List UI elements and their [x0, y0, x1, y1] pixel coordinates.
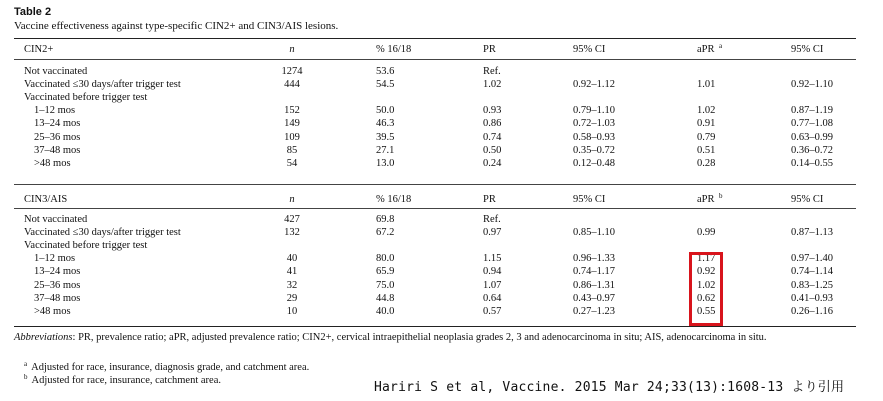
row-label: Vaccinated ≤30 days/after trigger test: [24, 227, 181, 239]
footnote-text: Adjusted for race, insurance, catchment area.: [31, 375, 221, 386]
header-ci: 95% CI: [573, 194, 606, 205]
row-label: >48 mos: [34, 305, 71, 317]
row-pr: 0.86: [483, 118, 502, 130]
abbreviations-note: [14, 331, 864, 344]
table-caption: Vaccine effectiveness against type-specific CIN2+ and CIN3/AIS lesions.: [14, 20, 339, 32]
row-pr: 1.02: [483, 79, 502, 91]
row-label: Vaccinated before trigger test: [24, 92, 148, 104]
row-pct: 13.0: [376, 157, 395, 169]
citation-text: Hariri S et al, Vaccine. 2015 Mar 24;33(13):1608-13 より引用: [374, 380, 845, 395]
row-n: 1274: [281, 66, 303, 77]
header-apr: aPR: [697, 194, 715, 205]
row-n: 109: [284, 131, 300, 143]
row-pct: 69.8: [376, 214, 395, 225]
row-pct: 50.0: [376, 105, 395, 117]
row-ci: 0.96–1.33: [573, 253, 615, 265]
row-apr: 0.91: [697, 118, 716, 130]
row-label: 13–24 mos: [34, 266, 81, 278]
row-ci: 0.85–1.10: [573, 227, 615, 239]
row-ci2: 0.92–1.10: [791, 79, 833, 91]
row-ci: 0.43–0.97: [573, 292, 615, 304]
row-pct: 27.1: [376, 144, 395, 156]
row-pct: 53.6: [376, 66, 395, 77]
row-pr: Ref.: [483, 66, 501, 77]
row-ci: 0.35–0.72: [573, 144, 615, 156]
row-pr: 0.50: [483, 144, 502, 156]
header-apr: aPR: [697, 44, 715, 55]
row-apr: 0.28: [697, 157, 716, 169]
table-row: [0, 78, 883, 91]
header-ci2: 95% CI: [791, 194, 824, 205]
row-pct: 75.0: [376, 279, 395, 291]
row-pr: 1.15: [483, 253, 502, 265]
abbreviations-lead: Abbreviations: [14, 332, 73, 343]
row-label: 37–48 mos: [34, 144, 81, 156]
header-ci: 95% CI: [573, 44, 606, 55]
row-n: 10: [286, 305, 298, 317]
row-pr: Ref.: [483, 214, 501, 225]
row-ci2: 0.74–1.14: [791, 266, 833, 278]
table-row: [0, 131, 883, 144]
header-pct: % 16/18: [376, 44, 412, 55]
table-row: [0, 252, 883, 265]
abbreviations-text: : PR, prevalence ratio; aPR, adjusted prevalence ratio; CIN2+, cervical intraepithelial neoplasia grades 2, 3 and adenocarcinoma in situ; AIS, adenocarcinoma in situ.: [72, 332, 767, 343]
row-pct: 40.0: [376, 305, 395, 317]
row-n: 444: [284, 79, 300, 91]
row-ci: 0.79–1.10: [573, 105, 615, 117]
row-ci2: 0.77–1.08: [791, 118, 833, 130]
row-ci2: 0.36–0.72: [791, 144, 833, 156]
row-ci: 0.72–1.03: [573, 118, 615, 130]
row-apr: 0.62: [697, 292, 716, 304]
row-apr: 0.51: [697, 144, 716, 156]
table-row: [0, 265, 883, 278]
footnote-text: Adjusted for race, insurance, diagnosis grade, and catchment area.: [31, 362, 310, 373]
row-n: 85: [286, 144, 298, 156]
row-ci: 0.92–1.12: [573, 79, 615, 91]
row-apr: 1.01: [697, 79, 716, 91]
section1-header-rule: [14, 59, 856, 60]
row-label: Not vaccinated: [24, 66, 88, 77]
row-ci2: 0.87–1.19: [791, 105, 833, 117]
row-apr: 0.55: [697, 305, 716, 317]
row-ci: 0.58–0.93: [573, 131, 615, 143]
row-apr: 1.02: [697, 105, 716, 117]
row-pr: 0.74: [483, 131, 502, 143]
footnote-b: [14, 374, 221, 387]
row-apr: 0.92: [697, 266, 716, 278]
row-n: 40: [286, 253, 298, 265]
header-ci2: 95% CI: [791, 44, 824, 55]
table-row: [0, 292, 883, 305]
row-label: 1–12 mos: [34, 253, 76, 265]
row-pr: 0.57: [483, 305, 502, 317]
apr-highlight-box: [689, 252, 723, 326]
table-row: [0, 65, 883, 78]
table-row: [0, 157, 883, 170]
table-title: Table 2: [14, 6, 52, 18]
bottom-rule: [14, 326, 856, 327]
row-label: Vaccinated ≤30 days/after trigger test: [24, 79, 181, 91]
row-label: Vaccinated before trigger test: [24, 240, 148, 252]
row-label: 25–36 mos: [34, 131, 81, 143]
table-row: [0, 104, 883, 117]
row-ci: 0.86–1.31: [573, 279, 615, 291]
header-pr: PR: [483, 194, 496, 205]
row-pr: 0.97: [483, 227, 502, 239]
row-pct: 65.9: [376, 266, 395, 278]
row-label: 25–36 mos: [34, 279, 81, 291]
table-row: [0, 226, 883, 239]
row-ci: 0.12–0.48: [573, 157, 615, 169]
row-label: 13–24 mos: [34, 118, 81, 130]
row-n: 41: [286, 266, 298, 278]
row-ci2: 0.63–0.99: [791, 131, 833, 143]
table-row: [0, 117, 883, 130]
row-ci2: 0.14–0.55: [791, 157, 833, 169]
table-row: [0, 239, 883, 252]
section2-header-rule: [14, 208, 856, 209]
row-n: 54: [286, 157, 298, 169]
row-pct: 80.0: [376, 253, 395, 265]
row-n: 32: [286, 279, 298, 291]
row-pct: 44.8: [376, 292, 395, 304]
row-ci2: 0.26–1.16: [791, 305, 833, 317]
section1-header-row: CIN2+ n % 16/18 PR 95% CI aPR a 95% CI: [24, 42, 824, 55]
row-label: 1–12 mos: [34, 105, 76, 117]
row-apr: 0.99: [697, 227, 716, 239]
table-row: [0, 91, 883, 104]
row-label: 37–48 mos: [34, 292, 81, 304]
row-pr: 0.93: [483, 105, 502, 117]
row-apr: 1.02: [697, 279, 716, 291]
header-pr: PR: [483, 44, 496, 55]
header-label: CIN3/AIS: [24, 194, 68, 205]
row-ci2: 0.41–0.93: [791, 292, 833, 304]
footnote-mark: a: [24, 359, 28, 368]
row-ci: 0.27–1.23: [573, 305, 615, 317]
footnote-a: [14, 361, 309, 374]
header-label: CIN2+: [24, 44, 54, 55]
row-pct: 39.5: [376, 131, 395, 143]
row-pr: 0.64: [483, 292, 502, 304]
section-divider-rule: [14, 184, 856, 185]
footnote-mark: b: [24, 372, 28, 381]
row-pct: 54.5: [376, 79, 395, 91]
section2-header-row: CIN3/AIS n % 16/18 PR 95% CI aPR b 95% CI: [24, 192, 824, 205]
row-pct: 67.2: [376, 227, 395, 239]
row-n: 132: [284, 227, 300, 239]
row-n: 29: [286, 292, 298, 304]
row-apr: 1.17: [697, 253, 716, 265]
row-label: >48 mos: [34, 157, 71, 169]
row-n: 427: [284, 214, 300, 225]
table-row: [0, 279, 883, 292]
row-ci2: 0.97–1.40: [791, 253, 833, 265]
header-n: n: [289, 44, 295, 55]
row-pr: 0.24: [483, 157, 502, 169]
table-row: [0, 305, 883, 318]
row-apr: 0.79: [697, 131, 716, 143]
table-row: [0, 144, 883, 157]
row-pr: 1.07: [483, 279, 502, 291]
header-n: n: [289, 194, 295, 205]
row-n: 149: [284, 118, 300, 130]
row-ci2: 0.87–1.13: [791, 227, 833, 239]
top-rule: [14, 38, 856, 39]
header-pct: % 16/18: [376, 194, 412, 205]
row-ci: 0.74–1.17: [573, 266, 615, 278]
row-ci2: 0.83–1.25: [791, 279, 833, 291]
row-n: 152: [284, 105, 300, 117]
row-pr: 0.94: [483, 266, 502, 278]
row-label: Not vaccinated: [24, 214, 88, 225]
table-row: [0, 213, 883, 226]
row-pct: 46.3: [376, 118, 395, 130]
